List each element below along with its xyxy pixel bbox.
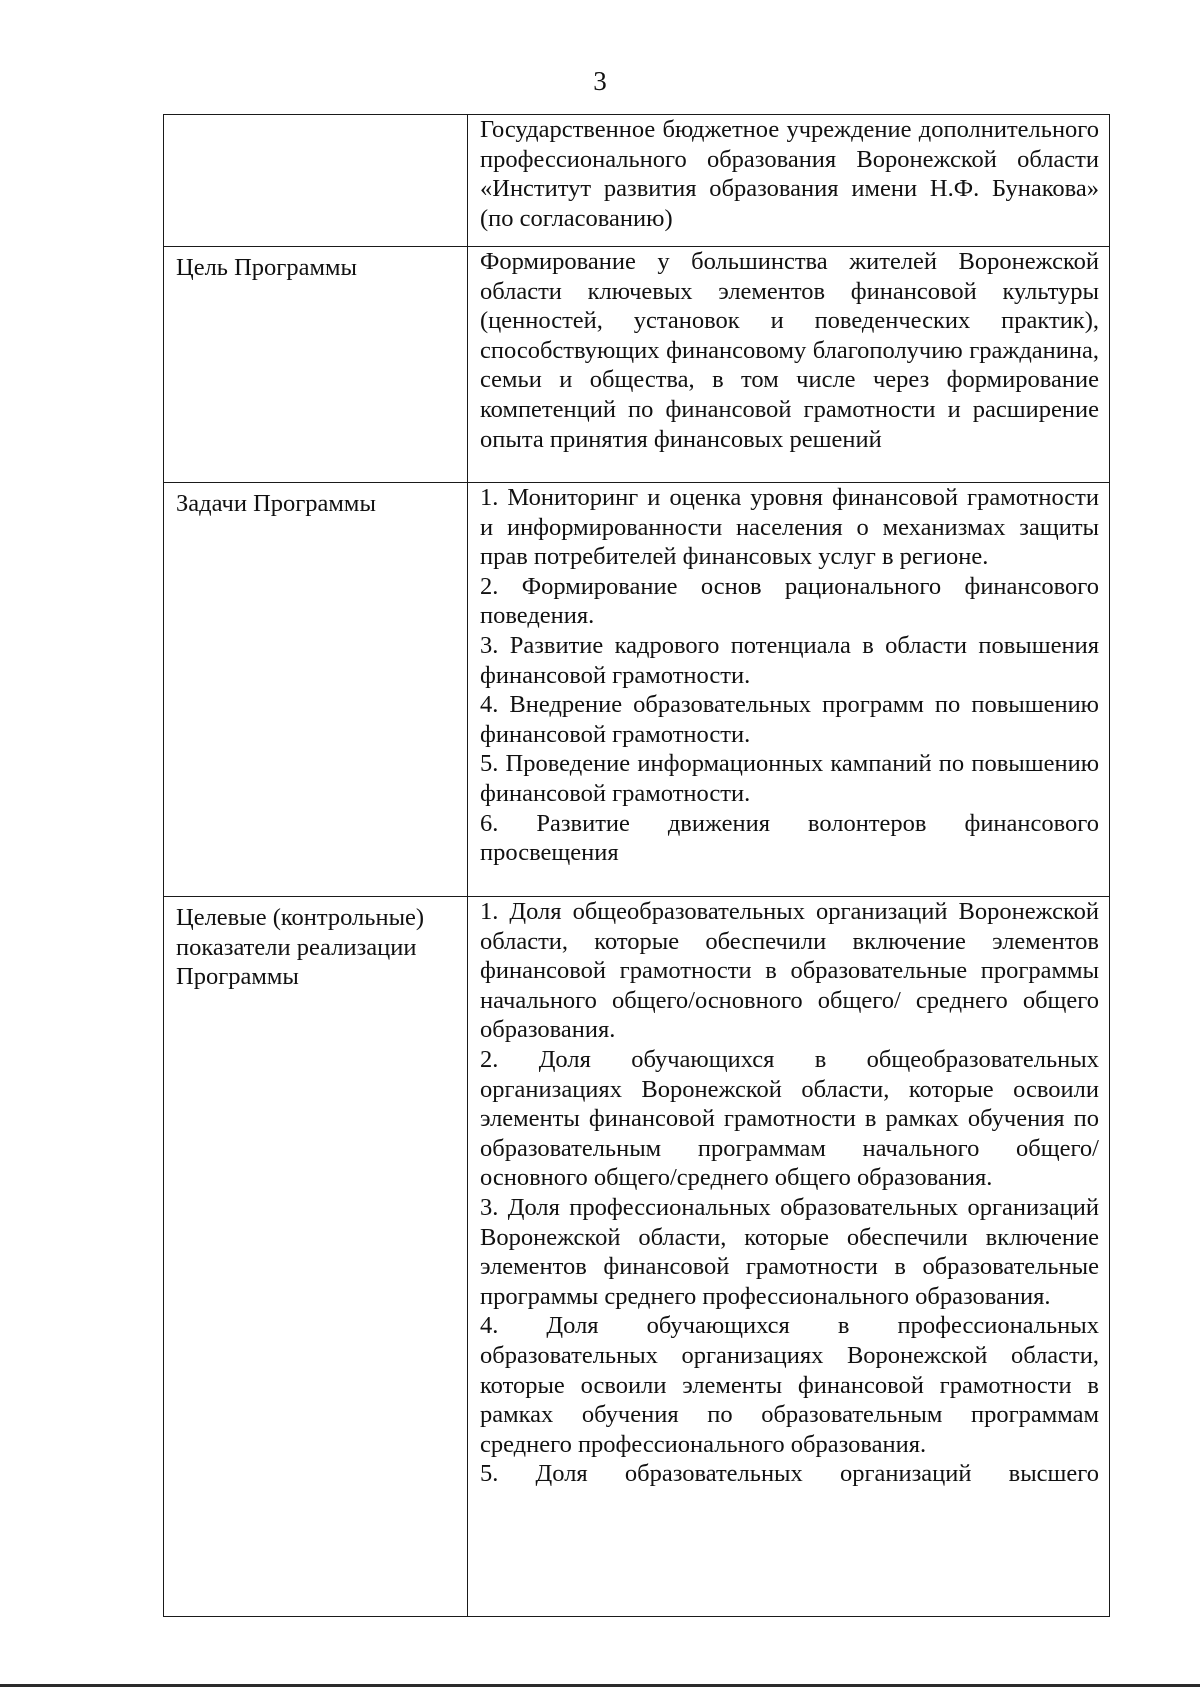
row-label: Цель Программы bbox=[164, 247, 468, 483]
row-label bbox=[164, 115, 468, 247]
paragraph: 5. Проведение информационных кампаний по повышению финансовой грамотности. bbox=[480, 750, 1099, 807]
page-bottom-edge bbox=[0, 1684, 1200, 1687]
table-row bbox=[164, 897, 1110, 1617]
passport-table bbox=[163, 114, 1110, 1617]
paragraph: 2. Формирование основ рационального финансового поведения. bbox=[480, 572, 1099, 630]
paragraph: 2. Доля обучающихся в общеобразовательных организациях Воронежской области, которые освоили элементы финансовой грамотности в рамках обучения по образовательным программам начального общего/основного общего/среднего общего образования. bbox=[480, 1045, 1099, 1192]
table-row bbox=[164, 247, 1110, 483]
row-content bbox=[468, 247, 1110, 483]
row-content bbox=[468, 115, 1110, 247]
table-row bbox=[164, 115, 1110, 247]
row-label: Задачи Программы bbox=[164, 483, 468, 897]
paragraph: 5. Доля образовательных организаций высшего bbox=[480, 1460, 1099, 1488]
paragraph: Государственное бюджетное учреждение дополнительного профессионального образования Воронежской области «Институт развития образования имени Н.Ф. Бунакова» (по согласованию) bbox=[480, 116, 1099, 232]
paragraph: 6. Развитие движения волонтеров финансового просвещения bbox=[480, 809, 1099, 867]
page-number: 3 bbox=[593, 66, 607, 96]
paragraph: 1. Доля общеобразовательных организаций Воронежской области, которые обеспечили включение элементов финансовой грамотности в образовательные программы начального общего/основного общего/ среднего общего образования. bbox=[480, 898, 1099, 1044]
paragraph: Формирование у большинства жителей Воронежской области ключевых элементов финансовой культуры (ценностей, установок и поведенческих практик), способствующих финансовому благополучию гражданина, семьи и общества, в том числе через формирование компетенций по финансовой грамотности и расширение опыта принятия финансовых решений bbox=[480, 248, 1099, 453]
paragraph: 3. Доля профессиональных образовательных организаций Воронежской области, которые обеспечили включение элементов финансовой грамотности в образовательные программы среднего профессионального образования. bbox=[480, 1193, 1099, 1310]
row-content bbox=[468, 483, 1110, 897]
row-content bbox=[468, 897, 1110, 1617]
paragraph: 4. Внедрение образовательных программ по повышению финансовой грамотности. bbox=[480, 691, 1099, 748]
paragraph: 4. Доля обучающихся в профессиональных образовательных организациях Воронежской области, которые освоили элементы финансовой грамотности в рамках обучения по образовательным программам среднего профессионального образования. bbox=[480, 1312, 1099, 1458]
table-row bbox=[164, 483, 1110, 897]
paragraph: 3. Развитие кадрового потенциала в области повышения финансовой грамотности. bbox=[480, 631, 1099, 689]
paragraph: 1. Мониторинг и оценка уровня финансовой грамотности и информированности населения о механизмах защиты прав потребителей финансовых услуг в регионе. bbox=[480, 484, 1099, 571]
row-label: Целевые (контрольные) показатели реализации Программы bbox=[164, 897, 468, 1617]
